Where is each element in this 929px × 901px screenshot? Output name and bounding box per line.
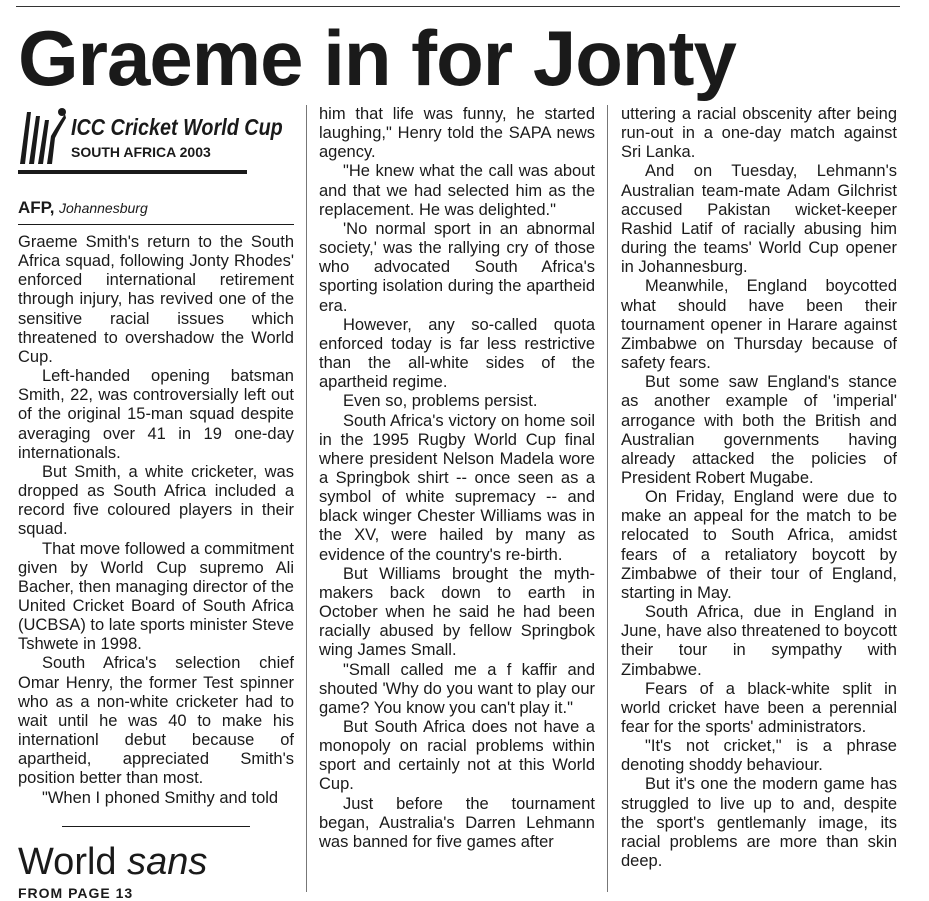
paragraph: "It's not cricket," is a phrase denoting shoddy behaviour.	[621, 737, 897, 775]
paragraph: "When I phoned Smithy and told	[42, 788, 279, 807]
byline	[18, 198, 148, 219]
headline: Graeme in for Jonty	[18, 14, 736, 102]
logo-title: ICC Cricket World Cup	[71, 114, 283, 140]
paragraph: Left-handed opening batsman Smith, 22, was controversially left out of the original 15-man squad despite averaging over 41 in 19 one-day internationals.	[18, 367, 294, 462]
paragraph: However, any so-called quota enforced today is far less restrictive than the all-white sides of the apartheid regime.	[319, 315, 595, 392]
byline-agency: AFP,	[18, 198, 55, 217]
byline-rule	[18, 224, 294, 225]
byline-place: Johannesburg	[59, 200, 148, 216]
teaser-headline-italic: sans	[127, 841, 208, 883]
icc-world-cup-logo	[18, 104, 298, 176]
logo-rule	[18, 170, 247, 174]
article-column-1	[18, 233, 294, 808]
teaser-rule	[62, 826, 250, 827]
paragraph: But South Africa does not have a monopoly on racial problems within sport and certainly not at this World Cup.	[319, 718, 595, 794]
paragraph: Meanwhile, England boycotted what should have been their tournament opener in Harare against Zimbabwe on Thursday because of safety fears.	[621, 277, 897, 373]
article-column-3	[621, 105, 897, 871]
paragraph: Graeme Smith's return to the South Africa squad, following Jonty Rhodes' enforced international retirement through injury, has revived one of the sensitive racial issues which threatened to overshadow the World Cup.	[18, 233, 294, 366]
logo-subtitle: SOUTH AFRICA 2003	[71, 144, 211, 160]
paragraph: Even so, problems persist.	[343, 392, 538, 411]
column-divider	[306, 105, 307, 892]
paragraph: South Africa, due in England in June, have also threatened to boycott their tour in sympathy with Zimbabwe.	[621, 603, 897, 679]
teaser-headline	[18, 840, 207, 884]
article-column-2	[319, 105, 595, 852]
paragraph: him that life was funny, he started laughing," Henry told the SAPA news agency.	[319, 105, 595, 162]
top-rule	[16, 6, 900, 7]
paragraph: And on Tuesday, Lehmann's Australian team-mate Adam Gilchrist accused Pakistan wicket-keeper Rashid Latif of racially abusing him during the teams' World Cup opener in Johannesburg.	[621, 162, 897, 277]
paragraph: But it's one the modern game has struggled to live up to and, despite the sport's gentlemanly image, its racial problems are more than skin deep.	[621, 775, 897, 871]
paragraph: But Williams brought the myth-makers back down to earth in October when he said he had been racially abused by fellow Springbok wing James Small.	[319, 564, 595, 660]
paragraph: Just before the tournament began, Australia's Darren Lehmann was banned for five games after	[319, 794, 595, 851]
paragraph: 'No normal sport in an abnormal society,' was the rallying cry of those who advocated South Africa's sporting isolation during the apartheid era.	[319, 219, 595, 315]
paragraph: South Africa's selection chief Omar Henry, the former Test spinner who as a non-white cricketer had to wait until he was 40 to make his internationl debut because of apartheid, appreciated Smith's position better than most.	[18, 654, 294, 788]
paragraph: "Small called me a f kaffir and shouted 'Why do you want to play our game? You know you can't play it."	[319, 660, 595, 717]
teaser-kicker: FROM PAGE 13	[18, 885, 134, 901]
paragraph: On Friday, England were due to make an appeal for the match to be relocated to South Africa, amidst fears of a retaliatory boycott by Zimbabwe of their tour of England, starting in May.	[621, 488, 897, 602]
paragraph: "He knew what the call was about and that we had selected him as the replacement. He was delighted."	[319, 162, 595, 219]
paragraph: That move followed a commitment given by World Cup supremo Ali Bacher, then managing director of the United Cricket Board of South Africa (UCBSA) to late sports minister Steve Tshwete in 1998.	[18, 539, 295, 654]
teaser-headline-plain: World	[18, 841, 128, 883]
column-divider	[607, 105, 608, 892]
world-cup-logo-icon	[18, 106, 68, 168]
paragraph: Fears of a black-white split in world cricket have been a perennial fear for the sports' administrators.	[621, 679, 897, 736]
paragraph: But Smith, a white cricketer, was dropped as South Africa included a record five coloured players in their squad.	[18, 462, 294, 539]
paragraph: But some saw England's stance as another example of 'imperial' arrogance with both the British and Australian governments having already attacked the policies of President Robert Mugabe.	[621, 373, 897, 487]
paragraph: uttering a racial obscenity after being run-out in a one-day match against Sri Lanka.	[621, 105, 897, 162]
paragraph: South Africa's victory on home soil in the 1995 Rugby World Cup final where president Nelson Madela wore a Springbok shirt -- once seen as a symbol of white supremacy -- and black winger Chester Williams was in the XV, were hailed by many as evidence of the country's re-birth.	[319, 411, 595, 564]
